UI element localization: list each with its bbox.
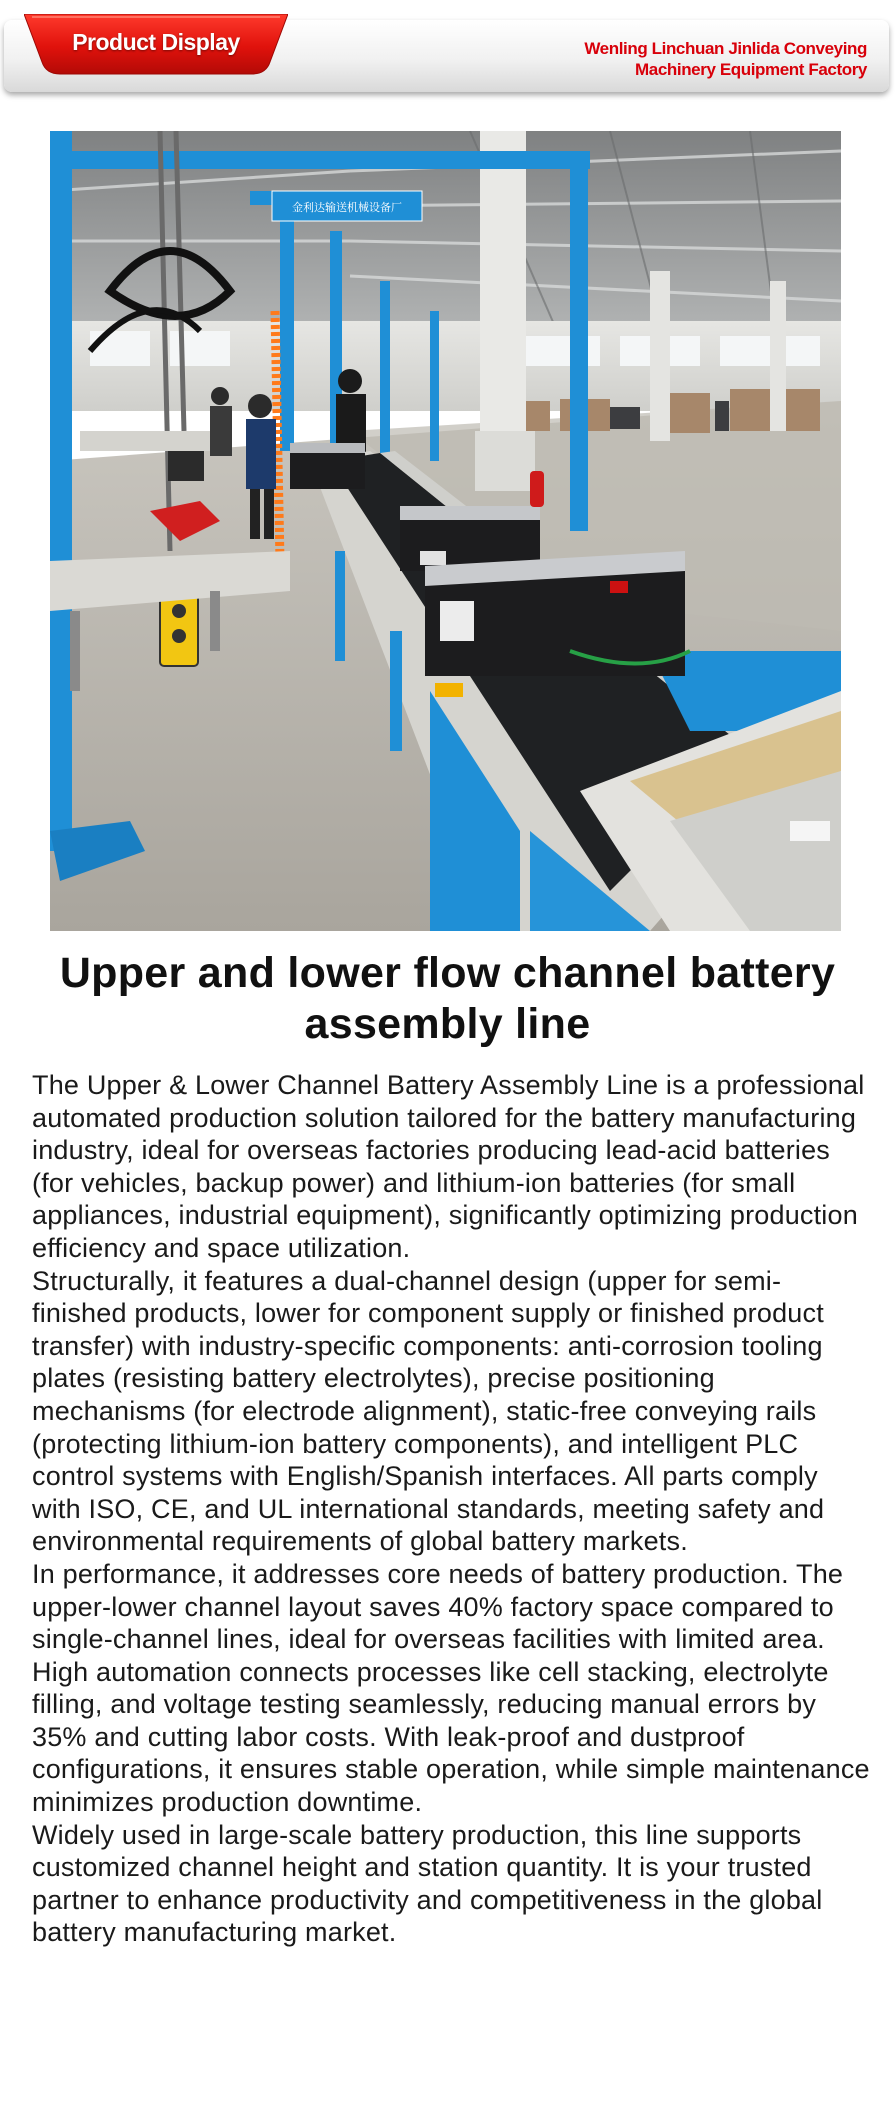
product-title: Upper and lower flow channel battery assembly line bbox=[59, 949, 836, 1048]
description-paragraph-intro: The Upper & Lower Channel Battery Assembly Line is a professional automated production solution tailored for the battery manufacturing industry, ideal for overseas factories producing lead-acid batteries (for vehicles, backup power) and lithium-ion batteries (for small appliances, industrial equipment), significantly optimizing production efficiency and space utilization. bbox=[32, 1070, 865, 1263]
assembly-line-illustration bbox=[50, 131, 841, 931]
description-paragraph-structure: Structurally, it features a dual-channel design (upper for semi-finished products, lower for component supply or finished product transfer) with industry-specific components: anti-corrosion tooling plates (resisting battery electrolytes), precise positioning mechanisms (for electrode alignment), static-free conveying rails (protecting lithium-ion battery components), and intelligent PLC control systems with English/Spanish interfaces. All parts comply with ISO, CE, and UL international standards, meeting safety and environmental requirements of global battery markets. bbox=[32, 1265, 825, 1557]
product-photo bbox=[50, 131, 841, 931]
tab-label: Product Display bbox=[72, 29, 240, 55]
product-display-tab bbox=[24, 14, 288, 76]
product-description bbox=[32, 1069, 872, 1949]
factory-sign-text: 金利达输送机械设备厂 bbox=[292, 201, 402, 214]
company-name: Wenling Linchuan Jinlida Conveying Machinery Equipment Factory bbox=[584, 39, 867, 79]
description-paragraph-applications: Widely used in large-scale battery production, this line supports customized channel height and station quantity. It is your trusted partner to enhance productivity and competitiveness in the global battery manufacturing market. bbox=[32, 1819, 823, 1948]
description-paragraph-performance: In performance, it addresses core needs of battery production. The upper-lower channel layout saves 40% factory space compared to single-channel lines, ideal for overseas facilities with limited area. High automation connects processes like cell stacking, electrolyte filling, and voltage testing seamlessly, reducing manual errors by 35% and cutting labor costs. With leak-proof and dustproof configurations, it ensures stable operation, while simple maintenance minimizes production downtime. bbox=[32, 1558, 870, 1818]
